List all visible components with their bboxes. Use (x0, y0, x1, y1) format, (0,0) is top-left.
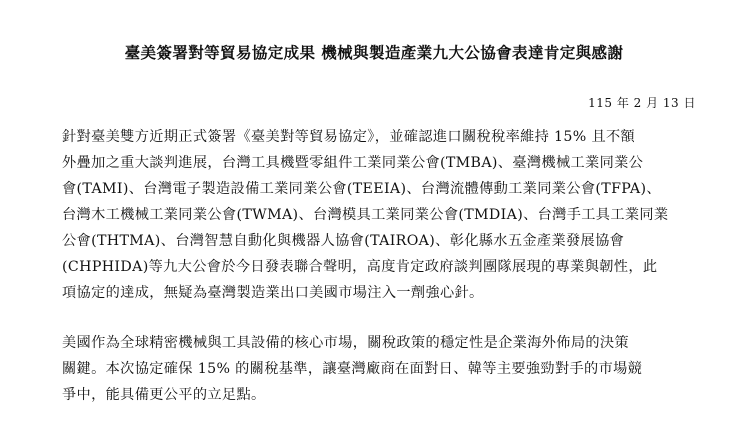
paragraph-line: 項協定的達成，無疑為臺灣製造業出口美國市場注入一劑強心針。 (62, 285, 484, 301)
document-title: 臺美簽署對等貿易協定成果 機械與製造產業九大公協會表達肯定與感謝 (124, 43, 624, 62)
paragraph-line: 外疊加之重大談判進展，台灣工具機暨零組件工業同業公會(TMBA)、臺灣機械工業同業公 (62, 155, 644, 171)
paragraph-line: 台灣木工機械工業同業公會(TWMA)、台灣模具工業同業公會(TMDIA)、台灣手工具工業同業 (62, 207, 669, 223)
paragraph-line: 美國作為全球精密機械與工具設備的核心市場，關稅政策的穩定性是企業海外佈局的決策 (62, 335, 629, 351)
paragraph-line: 爭中，能具備更公平的立足點。 (62, 387, 266, 403)
paragraph-line: 針對臺美雙方近期正式簽署《臺美對等貿易協定》，並確認進口關稅稅率維持 15% 且不額 (62, 129, 636, 145)
paragraph-1 (62, 124, 696, 306)
paragraph-line: 公會(THTMA)、台灣智慧自動化與機器人協會(TAIROA)、彰化縣水五金產業發展協會 (62, 233, 625, 249)
paragraph-line: 會(TAMI)、台灣電子製造設備工業同業公會(TEEIA)、台灣流體傳動工業同業公會(TFPA)、 (62, 181, 661, 197)
paragraph-line: (CHPHIDA)等九大公會於今日發表聯合聲明，高度肯定政府談判團隊展現的專業與韌性，此 (62, 259, 658, 275)
paragraph-line: 關鍵。本次協定確保 15% 的關稅基準，讓臺灣廠商在面對日、韓等主要強勁對手的市場競 (62, 361, 643, 377)
document-date: 115 年 2 月 13 日 (588, 96, 696, 110)
paragraph-2 (62, 330, 696, 408)
